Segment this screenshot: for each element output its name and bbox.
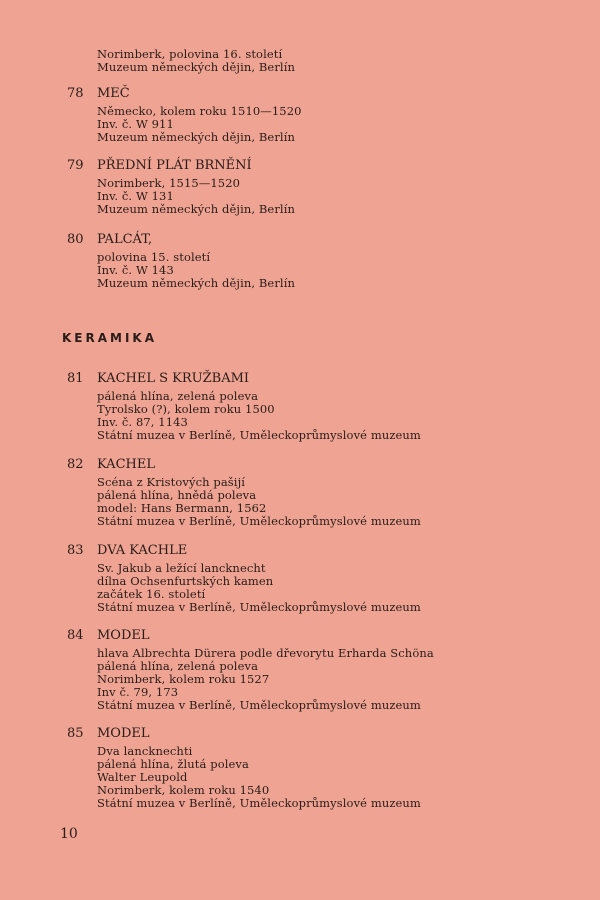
entry-detail-line: dílna Ochsenfurtských kamen: [97, 574, 274, 588]
entry-detail-line: Inv č. 79, 173: [97, 685, 179, 699]
entry-detail-line: Muzeum německých dějin, Berlín: [97, 60, 295, 74]
entry-detail-line: pálená hlína, hnědá poleva: [97, 488, 257, 502]
entry-detail-line: Dva lancknechti: [97, 744, 193, 758]
entry-detail-line: Muzeum německých dějin, Berlín: [97, 276, 295, 290]
entry-detail-line: Walter Leupold: [97, 770, 188, 784]
catalog-entry: [67, 726, 421, 810]
entry-detail-line: Státní muzea v Berlíně, Uměleckoprůmyslové muzeum: [97, 428, 421, 442]
catalog-entry: [67, 628, 434, 712]
entry-number: 83: [67, 543, 84, 558]
entry-detail-line: Tyrolsko (?), kolem roku 1500: [97, 402, 275, 416]
catalog-entry: [67, 543, 421, 614]
catalog-entry: [67, 158, 295, 216]
entry-detail-line: Muzeum německých dějin, Berlín: [97, 202, 295, 216]
entry-detail-line: polovina 15. století: [97, 250, 211, 264]
entry-number: 78: [67, 86, 84, 101]
catalog-entry: [67, 371, 421, 442]
entry-number: 82: [67, 457, 84, 472]
entry-detail-line: Scéna z Kristových pašijí: [97, 475, 246, 489]
continued-entry: [67, 48, 295, 74]
page-number: 10: [60, 826, 78, 842]
entry-detail-line: Norimberk, kolem roku 1527: [97, 672, 270, 686]
entry-detail-line: Norimberk, polovina 16. století: [97, 47, 283, 61]
entry-number: 84: [67, 628, 84, 643]
entry-detail-line: Státní muzea v Berlíně, Uměleckoprůmyslové muzeum: [97, 698, 421, 712]
entry-detail-line: Norimberk, kolem roku 1540: [97, 783, 270, 797]
entry-title: MODEL: [97, 628, 150, 643]
entry-detail-line: Státní muzea v Berlíně, Uměleckoprůmyslové muzeum: [97, 514, 421, 528]
entry-title: MODEL: [97, 726, 150, 741]
entry-detail-line: pálená hlína, zelená poleva: [97, 659, 259, 673]
entry-detail-line: model: Hans Bermann, 1562: [97, 501, 267, 515]
entry-title: KACHEL: [97, 457, 155, 472]
catalog-entry: [67, 232, 295, 290]
entry-detail-line: Inv. č. W 143: [97, 263, 174, 277]
entry-number: 80: [67, 232, 84, 247]
section-heading: KERAMIKA: [62, 331, 158, 345]
entry-number: 85: [67, 726, 84, 741]
entry-title: MEČ: [97, 86, 130, 101]
entry-detail-line: Norimberk, 1515—1520: [97, 176, 241, 190]
entry-detail-line: Muzeum německých dějin, Berlín: [97, 130, 295, 144]
catalog-entry: [67, 86, 302, 144]
entry-detail-line: Inv. č. W 911: [97, 117, 174, 131]
entry-detail-line: hlava Albrechta Dürera podle dřevorytu Erharda Schöna: [97, 646, 434, 660]
entry-detail-line: Sv. Jakub a ležící lancknecht: [97, 561, 266, 575]
entry-number: 79: [67, 158, 84, 173]
entry-number: 81: [67, 371, 84, 386]
entry-title: DVA KACHLE: [97, 543, 188, 558]
entry-detail-line: pálená hlína, zelená poleva: [97, 389, 259, 403]
entry-detail-line: Inv. č. W 131: [97, 189, 174, 203]
entry-detail-line: Německo, kolem roku 1510—1520: [97, 104, 302, 118]
entry-detail-line: pálená hlína, žlutá poleva: [97, 757, 249, 771]
entry-title: PŘEDNÍ PLÁT BRNĚNÍ: [97, 158, 252, 173]
catalog-entry: [67, 457, 421, 528]
entry-detail-line: Státní muzea v Berlíně, Uměleckoprůmyslové muzeum: [97, 796, 421, 810]
entry-detail-line: začátek 16. století: [97, 587, 206, 601]
entry-title: PALCÁT,: [97, 232, 153, 247]
entry-detail-line: Státní muzea v Berlíně, Uměleckoprůmyslové muzeum: [97, 600, 421, 614]
entry-detail-line: Inv. č. 87, 1143: [97, 415, 188, 429]
entry-title: KACHEL S KRUŽBAMI: [97, 371, 250, 386]
